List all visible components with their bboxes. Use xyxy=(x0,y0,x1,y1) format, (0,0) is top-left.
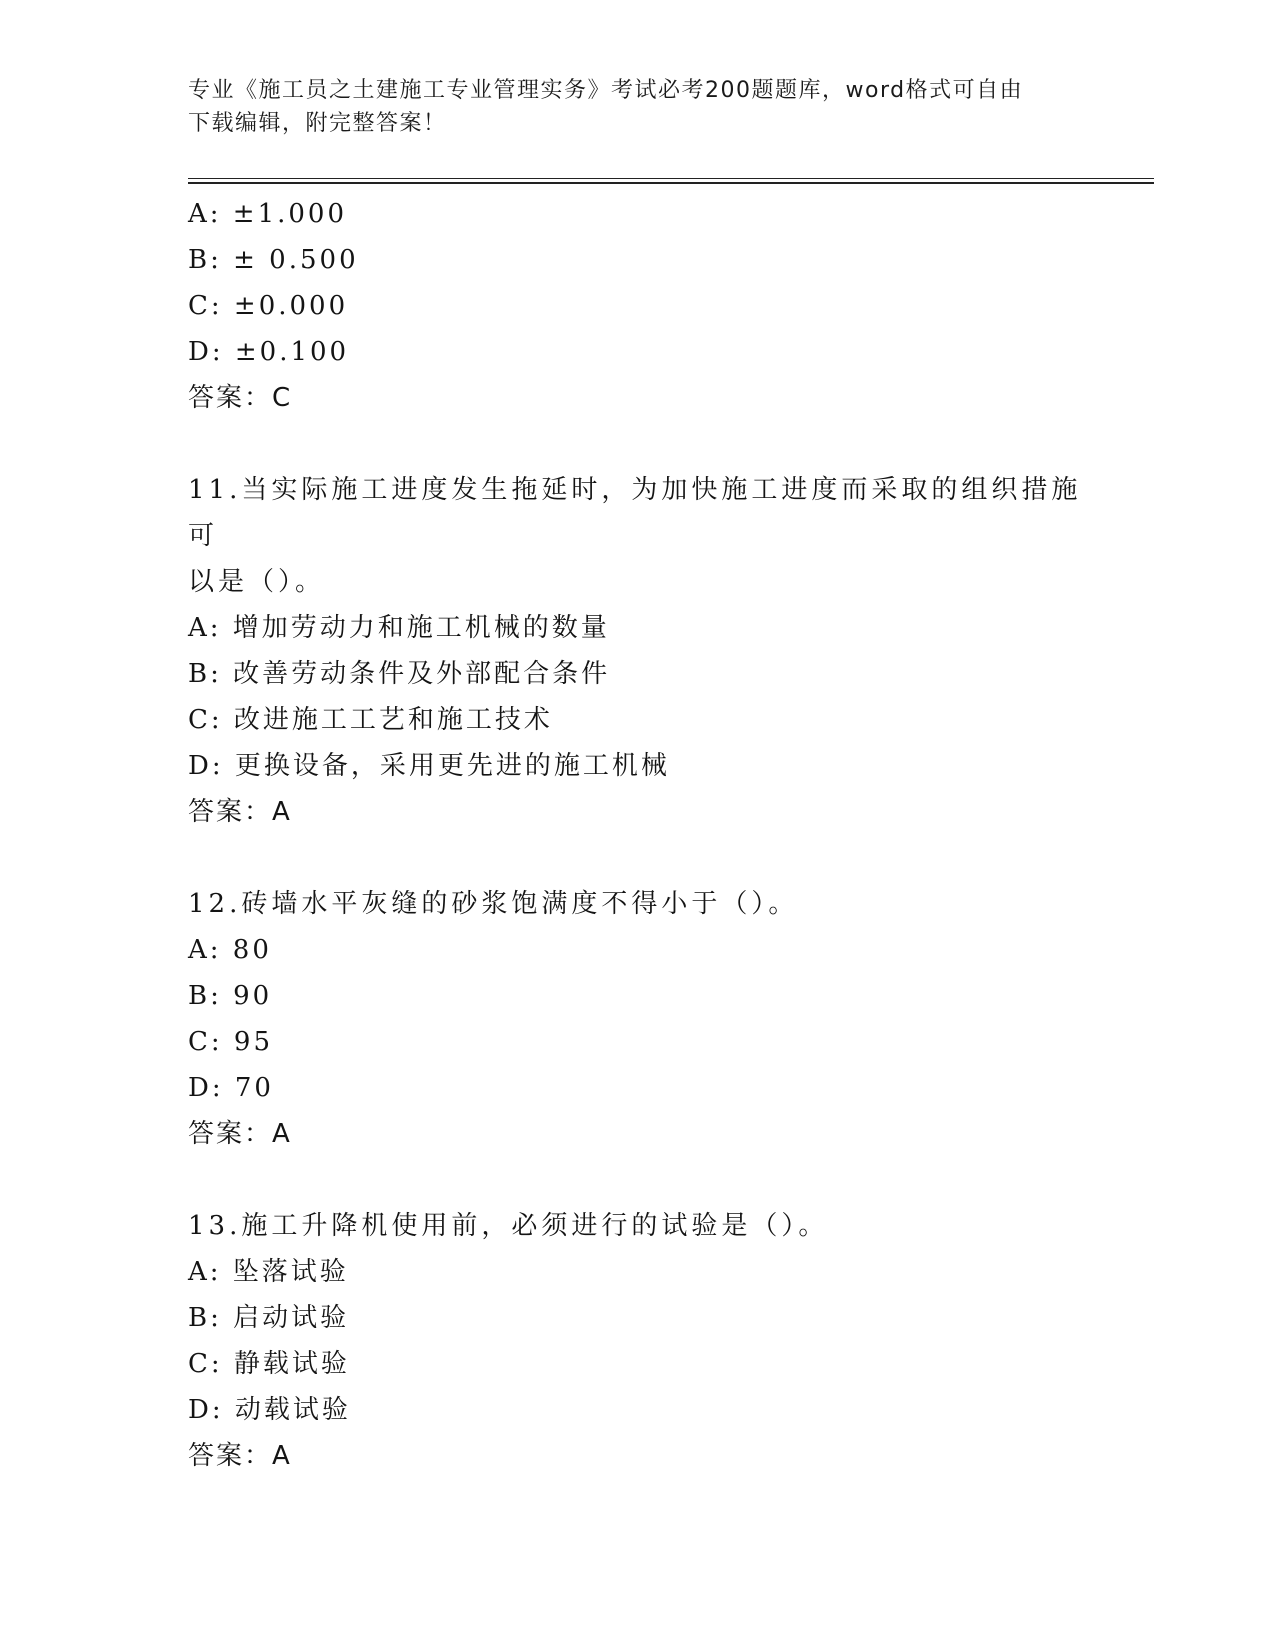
option-d: D: 更换设备，采用更先进的施工机械 xyxy=(188,751,670,781)
option-c: C: 静载试验 xyxy=(188,1349,350,1379)
option-b: B: 改善劳动条件及外部配合条件 xyxy=(188,659,611,689)
spacer xyxy=(188,835,1108,881)
header-line: 专业《施工员之土建施工专业管理实务》考试必考200题题库，word格式可自由 xyxy=(188,78,1024,103)
option-d: D: 动载试验 xyxy=(188,1395,351,1425)
option-a: A: 80 xyxy=(188,935,272,965)
answer-line: 答案：A xyxy=(188,1119,292,1149)
option-d: D: ±0.100 xyxy=(188,337,350,367)
answer-line: 答案：A xyxy=(188,1441,292,1471)
option-c: C: ±0.000 xyxy=(188,291,349,321)
option-c: C: 改进施工工艺和施工技术 xyxy=(188,705,553,735)
answer-line: 答案：C xyxy=(188,383,293,413)
question-block xyxy=(188,191,1108,421)
option-a: A: ±1.000 xyxy=(188,199,348,229)
question-list xyxy=(188,191,1108,1479)
option-a: A: 坠落试验 xyxy=(188,1257,349,1287)
option-b: B: 90 xyxy=(188,981,273,1011)
option-b: B: ± 0.500 xyxy=(188,245,359,275)
question-text: 11.当实际施工进度发生拖延时，为加快施工进度而采取的组织措施可 xyxy=(188,475,1082,551)
option-b: B: 启动试验 xyxy=(188,1303,350,1333)
question-block xyxy=(188,1203,1108,1479)
option-d: D: 70 xyxy=(188,1073,274,1103)
question-text: 12.砖墙水平灰缝的砂浆饱满度不得小于（）。 xyxy=(188,889,799,919)
spacer xyxy=(188,421,1108,467)
header-line: 下载编辑，附完整答案！ xyxy=(188,111,447,136)
option-c: C: 95 xyxy=(188,1027,274,1057)
option-a: A: 增加劳动力和施工机械的数量 xyxy=(188,613,610,643)
answer-line: 答案：A xyxy=(188,797,292,827)
question-text: 以是（）。 xyxy=(188,567,326,597)
question-text: 13.施工升降机使用前，必须进行的试验是（）。 xyxy=(188,1211,829,1241)
header-divider xyxy=(188,178,1154,179)
question-block xyxy=(188,467,1108,835)
document-header xyxy=(188,74,1088,140)
spacer xyxy=(188,1157,1108,1203)
question-block xyxy=(188,881,1108,1157)
header-divider xyxy=(188,182,1154,184)
